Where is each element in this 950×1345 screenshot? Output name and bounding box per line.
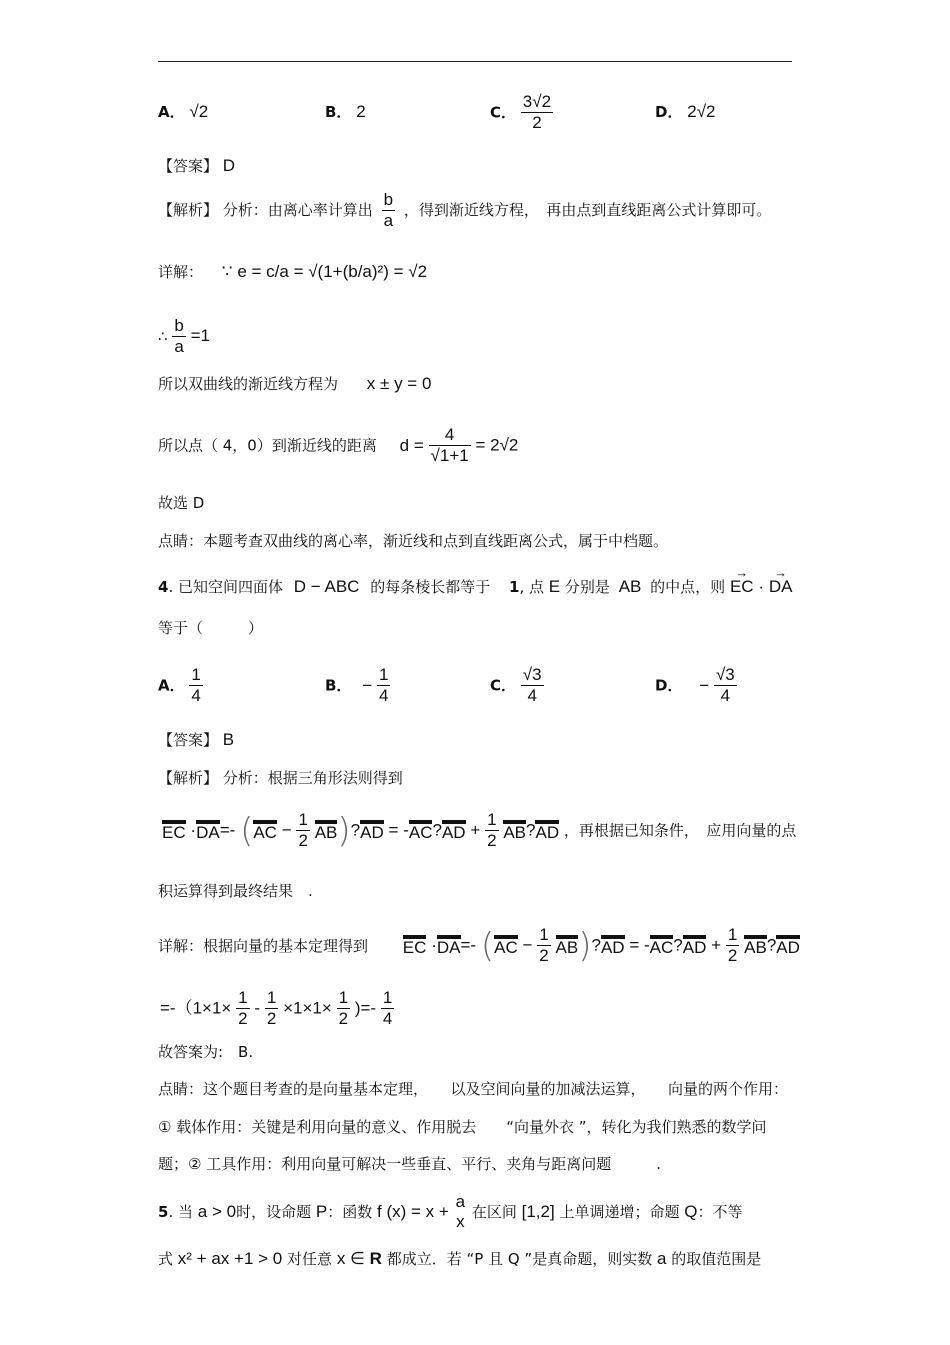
q4-vec-da: DA — [196, 820, 220, 842]
q3-analysis-tail: ，得到渐近线方程， 再由点到直线距离公式计算即可。 — [403, 201, 772, 219]
option-c-label: C． — [490, 103, 517, 122]
q4-calc-minus: - — [254, 998, 261, 1018]
q3-asymptote — [158, 374, 431, 394]
q5-text-d: 在区间 — [471, 1203, 517, 1221]
q4-option-b-num: 1 — [378, 665, 389, 684]
q3-distance-text: 所以点（ 4，0）到渐近线的距离 — [158, 436, 377, 455]
q5-line-2 — [158, 1249, 761, 1269]
q4-option-d-den: 4 — [720, 686, 731, 705]
q3-choose: 故选 D — [158, 494, 205, 512]
q4-detail-vec-ad-3: AD — [776, 935, 800, 957]
q4-stem-c: , 点 — [519, 578, 544, 596]
q4-vector-expression: EC ·DA=- (AC − $\frac{1}{2}$ AB)?AD = -AC?AD + $\frac{1}{2}$ AB?AD ，再根据已知条件， 应用向量的点 — [162, 810, 797, 851]
q5-inequality: x² + ax +1 > 0 — [177, 1249, 283, 1268]
q4-comment-3: 题；② 工具作用：利用向量可解决一些垂直、平行、夹角与距离问题 . — [158, 1155, 661, 1173]
q4-stem-dot: · — [758, 577, 765, 596]
q4-option-d-label: D． — [655, 676, 683, 695]
q3-therefore: ∴ — [158, 327, 168, 346]
q4-calc-final-num: 1 — [382, 988, 393, 1007]
q4-stem-d: 分别是 — [564, 578, 610, 596]
option-c-fraction — [521, 92, 553, 133]
q4-detail: 详解：根据向量的基本定理得到 EC ·DA=- (AC − $\frac{1}{2}$ AB)?AD = -AC?AD + $\frac{1}{2}$ AB?AD — [158, 925, 800, 966]
q4-half-fraction — [296, 810, 309, 851]
q4-stem-a: . 已知空间四面体 — [168, 578, 283, 596]
q4-detail-vec-ad: AD — [601, 935, 625, 957]
q4-vec-ec: EC — [162, 820, 186, 842]
q3-analysis-text: 分析：由离心率计算出 — [222, 201, 373, 219]
q3-ratio-den: a — [174, 337, 184, 356]
option-c-denominator: 2 — [532, 113, 542, 132]
q3-comment: 点睛：本题考查双曲线的离心率，渐近线和点到直线距离公式，属于中档题。 — [158, 532, 669, 550]
q5-text-e: 上单调递增；命题 — [559, 1203, 680, 1221]
q4-tetrahedron: D − ABC — [293, 577, 360, 596]
q5-line-1 — [158, 1192, 743, 1232]
option-d-label: D． — [655, 103, 683, 121]
q5-x-in: x ∈ — [336, 1249, 365, 1268]
q3-distance — [158, 425, 518, 466]
q4-detail-half-num: 1 — [539, 925, 549, 944]
q5-reals: R — [369, 1249, 382, 1268]
q3-distance-fraction — [429, 425, 471, 466]
q5-text-i: 都成立．若 — [386, 1250, 462, 1268]
q4-half-den-2: 2 — [487, 831, 497, 850]
q5-a-var: a — [656, 1249, 667, 1268]
option-b — [325, 102, 366, 122]
q4-option-c — [490, 665, 544, 706]
q4-option-d-num: √3 — [715, 665, 735, 684]
q5-p-and-q: “P 且 Q ”是真命题，则实数 — [466, 1250, 653, 1268]
q3-ba-fraction — [382, 190, 395, 231]
q4-detail-half-den-2: 2 — [727, 946, 738, 965]
q4-detail-label: 详解：根据向量的基本定理得到 — [158, 936, 369, 955]
q3-detail-label: 详解： — [158, 263, 204, 281]
q4-analysis-line2: 积运算得到最终结果 . — [158, 882, 313, 900]
q4-stem-ab: AB — [618, 577, 642, 596]
q4-analysis-label: 【解析】 — [158, 769, 219, 787]
q5-function: f (x) = x + — [377, 1202, 449, 1221]
q3-ba-num: b — [383, 190, 394, 209]
q4-vec-ac-2: AC — [409, 820, 433, 842]
q4-option-b — [325, 665, 390, 706]
q4-detail-vec-ab: AB — [556, 935, 579, 957]
q3-ba-den: a — [383, 211, 394, 230]
q4-half-den: 2 — [298, 831, 308, 850]
q4-option-a-den: 4 — [191, 686, 201, 705]
q3-distance-lhs: d = — [399, 435, 424, 455]
q4-option-a-num: 1 — [191, 665, 201, 684]
q5-text-a: . 当 — [168, 1203, 193, 1221]
q4-stem-e: E — [548, 577, 561, 596]
q5-fraction-num: a — [455, 1192, 466, 1211]
q4-close-paren: ) — [337, 810, 351, 851]
q4-detail-close-paren: ) — [578, 925, 592, 966]
q4-vec-ad-3: AD — [535, 820, 559, 842]
q4-analysis-text: 分析：根据三角形法则得到 — [222, 769, 403, 787]
q3-distance-result: = 2√2 — [475, 435, 519, 455]
q5-text-c: ：函数 — [327, 1203, 373, 1221]
q4-calc-half-3 — [337, 988, 350, 1029]
q3-ratio-fraction — [172, 316, 185, 357]
q4-detail-vec-ac-2: AC — [650, 935, 674, 957]
q4-vec-ad: AD — [360, 820, 384, 842]
q4-stem-one: 1 — [509, 578, 520, 596]
q4-detail-half-num-2: 1 — [727, 925, 738, 944]
option-d — [655, 102, 715, 122]
q5-text-g: 式 — [158, 1250, 174, 1268]
q4-detail-vec-ac: AC — [494, 935, 518, 957]
q4-option-c-fraction — [521, 665, 544, 706]
q3-ratio-num: b — [174, 316, 184, 335]
q4-calc-half-2 — [265, 988, 278, 1029]
q3-asymptote-text: 所以双曲线的渐近线方程为 — [158, 375, 339, 393]
q3-asymptote-equation: x ± y = 0 — [366, 374, 432, 393]
option-a — [158, 102, 208, 122]
q4-option-a-label: A． — [158, 676, 185, 695]
q5-q: Q — [684, 1202, 698, 1221]
q4-calc-half-3-num: 1 — [338, 988, 349, 1007]
q4-option-c-den: 4 — [527, 686, 537, 705]
option-b-value: 2 — [356, 102, 366, 121]
q5-interval: [1,2] — [521, 1202, 555, 1221]
q4-calc-half-2-den: 2 — [266, 1009, 277, 1028]
q4-half-num-2: 1 — [487, 810, 497, 829]
q4-half-fraction-2 — [485, 810, 498, 851]
q4-stem-e2: 的中点，则 — [650, 578, 726, 596]
q4-option-c-num: √3 — [522, 665, 542, 684]
q4-comment-1: 点睛：这个题目考查的是向量基本定理， 以及空间向量的加减法运算， 向量的两个作用： — [158, 1080, 789, 1098]
q4-option-b-fraction — [377, 665, 390, 706]
q5-condition: a > 0 — [197, 1202, 237, 1221]
header-rule — [158, 61, 792, 62]
q4-detail-vec-da: DA — [437, 935, 461, 957]
q4-calc-final-den: 4 — [382, 1009, 393, 1028]
q4-vec-ab-2: AB — [503, 820, 526, 842]
q4-calc-end: )=- — [354, 998, 377, 1018]
q3-ratio-value: =1 — [190, 326, 210, 345]
q4-option-d — [655, 665, 737, 706]
q4-stem-vec-da: → DA — [769, 577, 793, 597]
q4-analysis — [158, 768, 403, 788]
q4-calc-half-1-den: 2 — [238, 1009, 248, 1028]
q4-option-c-label: C． — [490, 676, 517, 695]
q5-fraction-den: x — [456, 1212, 465, 1231]
q3-distance-num: 4 — [429, 425, 471, 446]
q5-number: 5 — [158, 1203, 169, 1221]
q4-option-b-sign: − — [362, 675, 373, 695]
q5-text-b: 时，设命题 — [236, 1203, 312, 1221]
q4-answer-value: B — [222, 730, 235, 749]
q4-option-b-den: 4 — [378, 686, 389, 705]
q4-calc-half-1-num: 1 — [238, 988, 248, 1007]
q4-vec-ab: AB — [315, 820, 338, 842]
q4-option-d-fraction — [714, 665, 737, 706]
q3-analysis-label: 【解析】 — [158, 201, 219, 219]
q5-text-j: 的取值范围是 — [671, 1250, 762, 1268]
q4-analysis-tail: ，再根据已知条件， 应用向量的点 — [563, 821, 797, 840]
q3-answer-value: D — [222, 156, 236, 175]
option-c-numerator: 3√2 — [522, 92, 552, 111]
q4-detail-vec-ab-2: AB — [744, 935, 767, 957]
option-b-label: B． — [325, 103, 352, 121]
q4-detail-vec-ad-2: AD — [683, 935, 707, 957]
option-a-label: A． — [158, 103, 185, 121]
q3-detail — [158, 262, 427, 282]
q5-function-fraction — [454, 1192, 467, 1232]
q4-number: 4 — [158, 578, 169, 596]
q4-stem-equals: 等于（ ） — [158, 619, 264, 637]
q4-detail-open-paren: ( — [480, 925, 495, 966]
q4-conclusion: 故答案为: B. — [158, 1043, 254, 1061]
q3-answer-label: 【答案】 — [158, 157, 219, 175]
q3-analysis — [158, 190, 771, 231]
q3-ratio — [158, 316, 210, 357]
q4-vec-ad-2: AD — [442, 820, 466, 842]
q4-detail-half-den: 2 — [539, 946, 549, 965]
q5-p: P — [315, 1202, 328, 1221]
q4-calc-start: =-（1×1× — [160, 998, 232, 1018]
q4-option-d-sign: − — [699, 675, 710, 695]
q4-open-paren: ( — [240, 810, 254, 851]
q3-eccentricity-equation: ∵ e = c/a = √(1+(b/a)²) = √2 — [221, 262, 428, 281]
q4-stem-b: 的每条棱长都等于 — [370, 578, 491, 596]
q4-detail-half-2 — [726, 925, 739, 966]
q5-text-f: ：不等 — [697, 1203, 743, 1221]
q4-detail-vec-ec: EC — [403, 935, 427, 957]
q4-comment-2: ① 载体作用：关键是利用向量的意义、作用脱去 “向量外衣 ”，转化为我们熟悉的数学问 — [158, 1118, 767, 1136]
q4-calc-half-2-num: 1 — [266, 988, 277, 1007]
option-a-value: √2 — [189, 102, 209, 121]
q4-option-a — [158, 665, 203, 706]
q4-option-b-label: B． — [325, 676, 352, 695]
q4-detail-half — [537, 925, 550, 966]
q4-vec-ac: AC — [253, 820, 277, 842]
option-d-value: 2√2 — [687, 102, 716, 121]
q4-calculation — [160, 988, 394, 1029]
option-c — [490, 92, 553, 133]
q3-distance-den: √1+1 — [430, 446, 469, 465]
q3-answer — [158, 156, 235, 176]
q4-stem — [158, 577, 792, 597]
q4-half-num: 1 — [298, 810, 308, 829]
q4-calc-mid: ×1×1× — [283, 998, 332, 1018]
q5-text-h: 对任意 — [287, 1250, 333, 1268]
q4-calc-half-1 — [236, 988, 249, 1029]
q4-stem-vec-ec: → EC — [730, 577, 754, 597]
q4-calc-half-3-den: 2 — [338, 1009, 349, 1028]
q4-answer — [158, 730, 234, 750]
q4-calc-final — [381, 988, 394, 1029]
q4-option-a-fraction — [189, 665, 202, 706]
q4-answer-label: 【答案】 — [158, 731, 219, 749]
